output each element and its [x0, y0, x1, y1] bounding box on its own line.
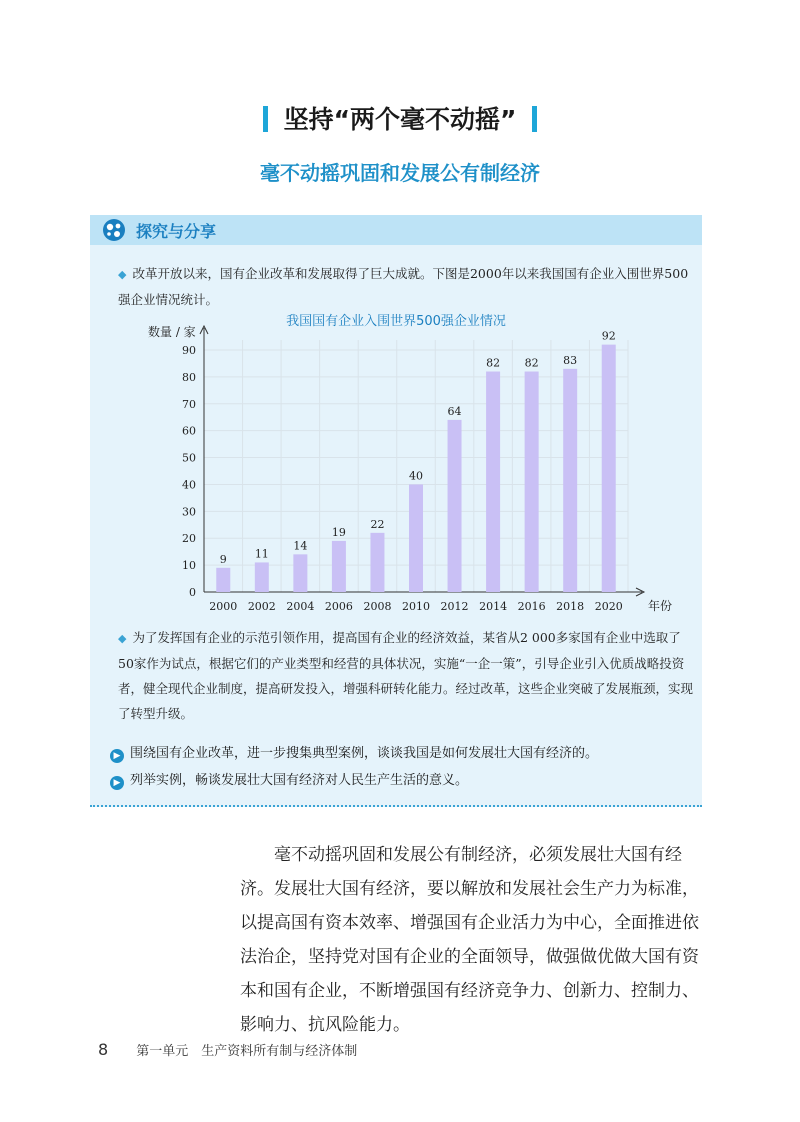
question-text: 围绕国有企业改革，进一步搜集典型案例，谈谈我国是如何发展壮大国有经济的。	[130, 746, 599, 761]
title-bar-left	[263, 106, 268, 132]
bar-chart	[90, 310, 702, 620]
bar	[409, 484, 423, 592]
bar	[370, 533, 384, 592]
page-footer	[98, 1040, 357, 1059]
section-title: 毫不动摇巩固和发展公有制经济	[260, 161, 540, 185]
chapter-title-text: 坚持“两个毫不动摇”	[283, 105, 517, 134]
diamond-bullet-icon: ◆	[118, 632, 127, 645]
x-tick-label: 2000	[209, 600, 238, 613]
question-item	[110, 769, 700, 790]
x-tick-label: 2014	[479, 600, 508, 613]
arrow-bullet-icon: ▶	[110, 749, 124, 763]
x-axis-label: 年份	[648, 599, 673, 613]
bar	[332, 541, 346, 592]
data-label: 82	[486, 356, 501, 370]
explore-icon	[100, 217, 128, 243]
bar	[563, 369, 577, 592]
chart-title: 我国国有企业入围世界500强企业情况	[286, 314, 506, 329]
x-tick-label: 2008	[363, 600, 392, 613]
bar	[216, 568, 230, 592]
data-label: 11	[254, 547, 269, 561]
x-tick-label: 2002	[247, 600, 276, 613]
bar	[486, 372, 500, 592]
chart-svg	[90, 310, 702, 620]
y-tick-label: 50	[182, 451, 196, 465]
bar	[255, 562, 269, 592]
x-tick-label: 2016	[517, 600, 546, 613]
body-paragraph: 发展壮大国有经济，要以解放和发展社会生产力为标准，以提高国有资本效率、增强国有企业活力为中心，全面推进依法治企，坚持党对国有企业的全面领导，做强做优做大国有资本和国有企业，不断增强国有经济竞争力、创新力、控制力、影响力、抗风险能力。	[240, 879, 699, 1035]
data-label: 83	[563, 353, 578, 367]
data-label: 64	[447, 404, 462, 418]
y-tick-label: 20	[182, 532, 196, 546]
case-paragraph	[118, 625, 694, 726]
y-tick-label: 40	[182, 478, 196, 492]
arrow-bullet-icon: ▶	[110, 776, 124, 790]
explore-share-box	[90, 215, 702, 807]
body-paragraph: 毫不动摇巩固和发展公有制经济，必须发展壮大国有经济。	[240, 845, 682, 899]
y-tick-label: 10	[182, 559, 196, 573]
x-tick-label: 2004	[286, 600, 315, 613]
x-tick-label: 2020	[594, 600, 623, 613]
box-header-label: 探究与分享	[136, 222, 217, 241]
y-axis-label: 数量 / 家	[148, 325, 196, 339]
y-tick-label: 30	[182, 505, 196, 519]
data-label: 40	[409, 469, 423, 483]
y-tick-label: 70	[182, 397, 196, 411]
intro-text: 改革开放以来，国有企业改革和发展取得了巨大成就。下图是2000年以来我国国有企业入围世界500强企业情况统计。	[118, 266, 689, 307]
x-tick-label: 2018	[556, 600, 585, 613]
y-tick-label: 80	[182, 370, 196, 384]
y-tick-label: 0	[189, 586, 196, 599]
title-bar-right	[532, 106, 537, 132]
bar	[602, 345, 616, 592]
bar	[448, 420, 462, 592]
bar	[525, 372, 539, 592]
box-header	[90, 215, 702, 245]
data-label: 19	[331, 525, 346, 539]
y-tick-label: 90	[182, 344, 196, 357]
data-label: 22	[370, 517, 385, 531]
x-tick-label: 2012	[440, 600, 469, 613]
x-tick-label: 2010	[402, 600, 430, 613]
unit-label: 第一单元 生产资料所有制与经济体制	[136, 1044, 358, 1059]
intro-paragraph	[118, 261, 694, 312]
question-text: 列举实例，畅谈发展壮大国有经济对人民生产生活的意义。	[130, 773, 469, 788]
question-item	[110, 742, 700, 763]
data-label: 14	[293, 539, 308, 553]
bar	[293, 554, 307, 592]
data-label: 82	[524, 356, 539, 370]
y-tick-label: 60	[182, 424, 196, 438]
data-label: 92	[601, 329, 616, 343]
data-label: 9	[219, 552, 227, 566]
x-tick-label: 2006	[324, 600, 353, 613]
page-number: 8	[98, 1040, 109, 1059]
diamond-bullet-icon: ◆	[118, 268, 127, 281]
chapter-title	[0, 100, 800, 136]
case-text: 为了发挥国有企业的示范引领作用，提高国有企业的经济效益，某省从2 000多家国有企业中选取了50家作为试点，根据它们的产业类型和经营的具体状况，实施“一企一策”，引导企业引入优质战略投资者，健全现代企业制度，提高研发投入，增强科研转化能力。经过改革，这些企业突破了发展瓶颈，实现了转型升级。	[118, 630, 694, 721]
